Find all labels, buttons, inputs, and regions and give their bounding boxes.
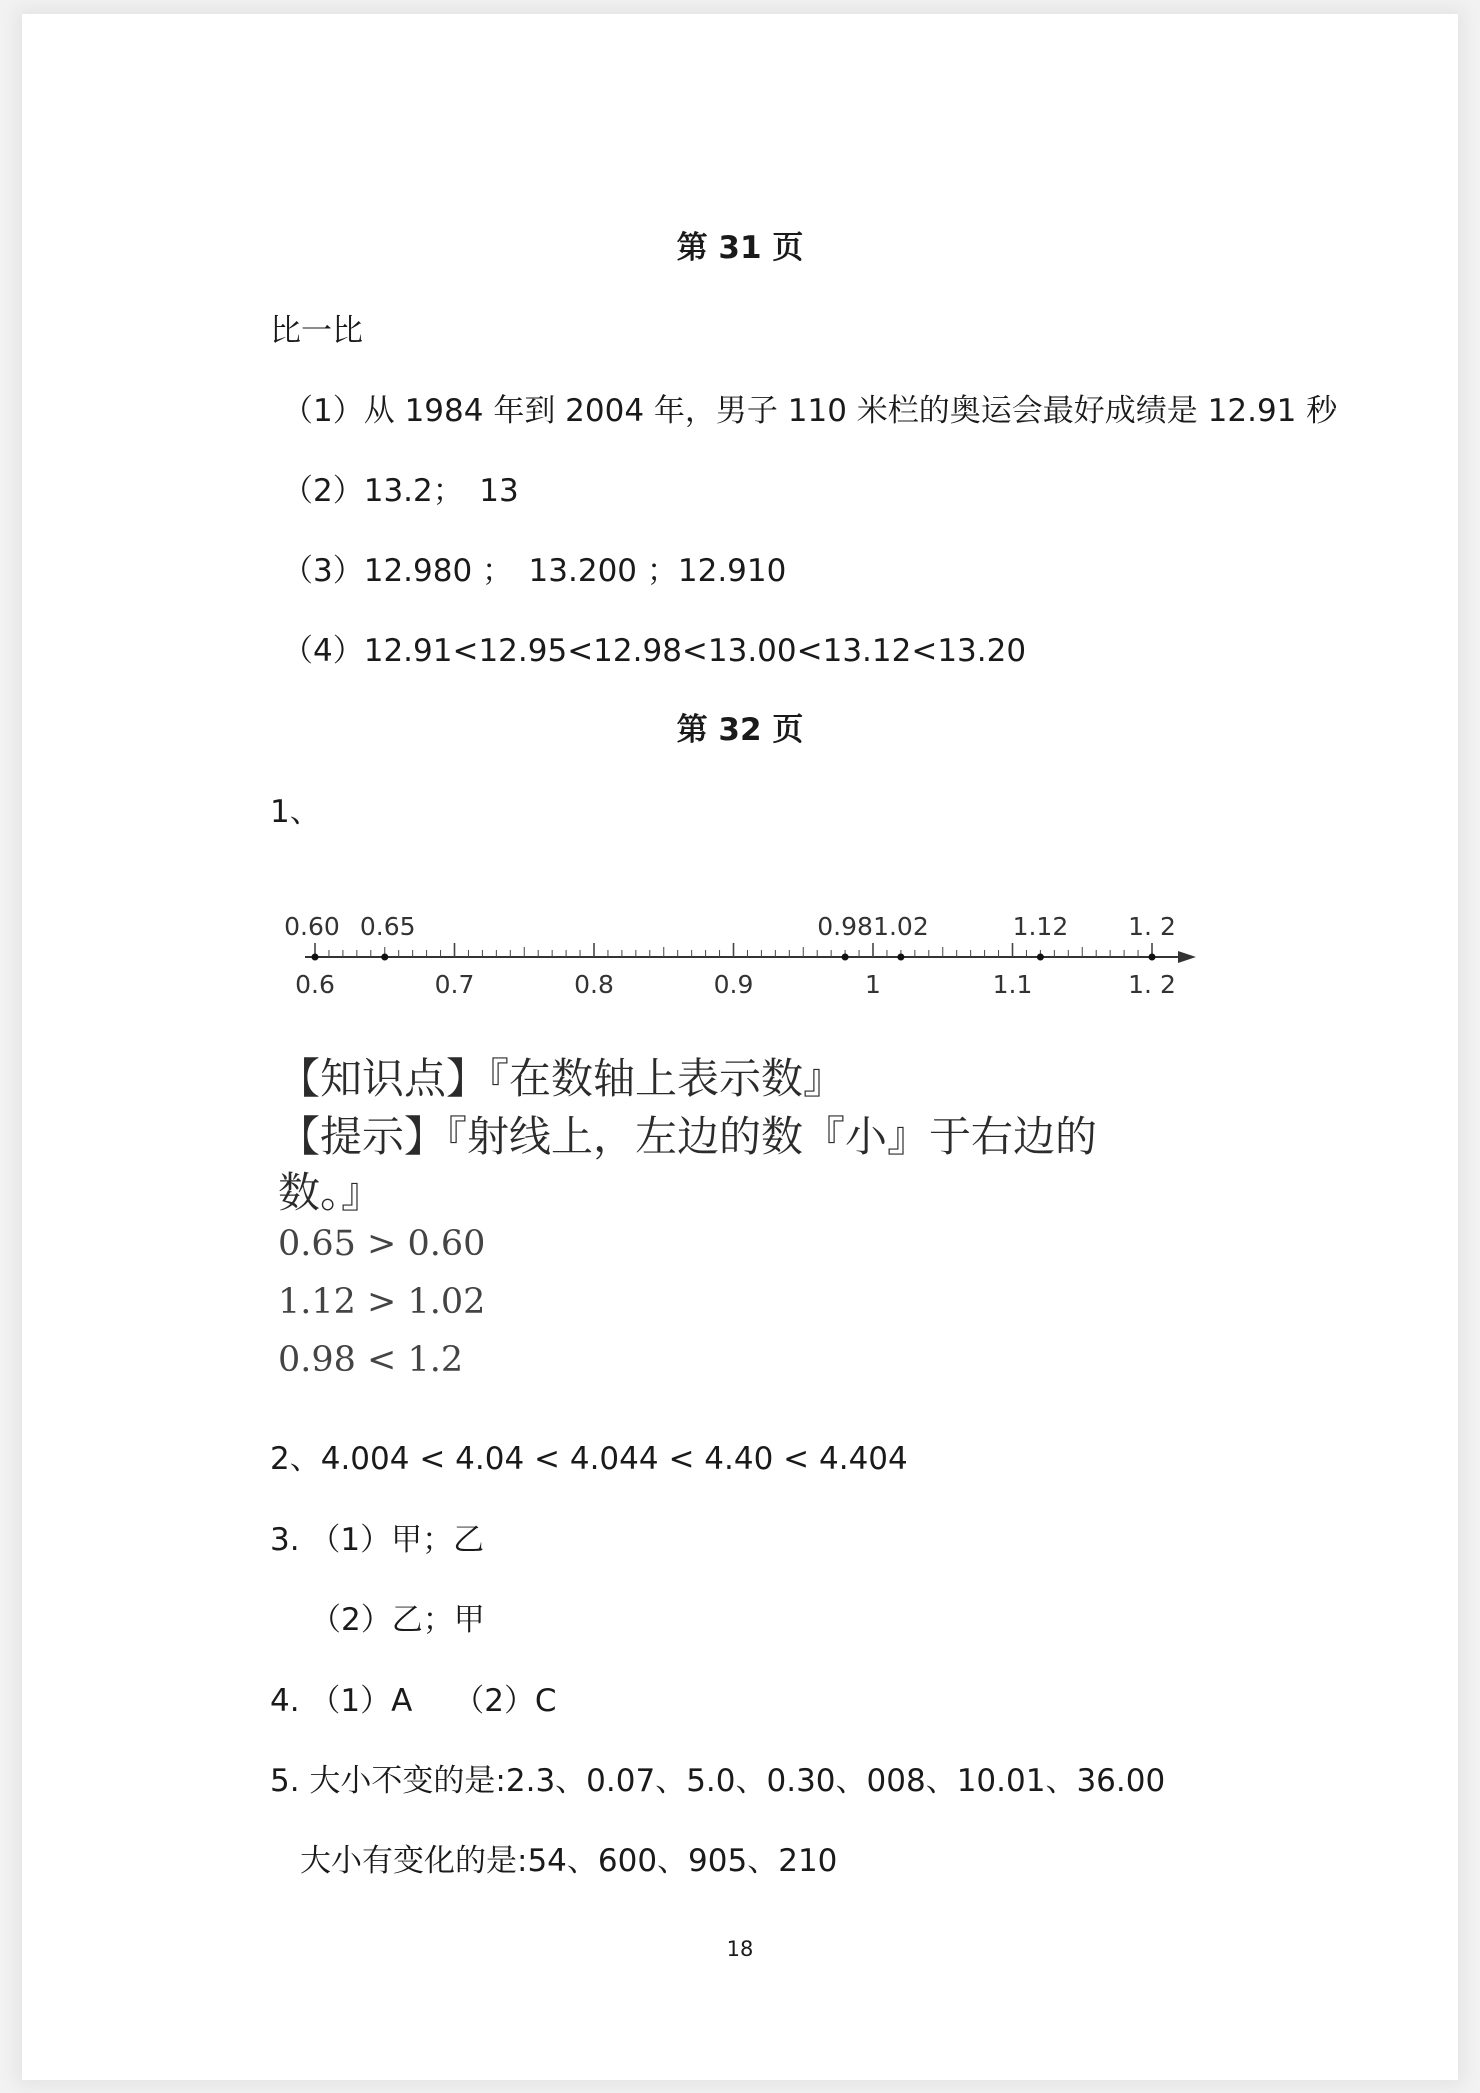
question-1-label: 1、	[270, 794, 321, 830]
number-line-tick-label: 1.1	[992, 970, 1033, 999]
question-5-answer-1: 5. 大小不变的是:2.3、0.07、5.0、0.30、008、10.01、36.00	[270, 1763, 1166, 1799]
number-line-tick-label: 1	[865, 970, 881, 999]
answer-item-2: （2）13.2； 13	[282, 473, 519, 509]
number-line-point-label: 0.98	[817, 912, 873, 941]
page-number: 18	[726, 1937, 754, 1961]
number-line-point	[897, 954, 904, 961]
number-line-point-label: 0.65	[359, 912, 416, 941]
question-2-answer: 2、4.004 < 4.04 < 4.044 < 4.40 < 4.404	[270, 1441, 908, 1477]
answer-item-4: （4）12.91<12.95<12.98<13.00<13.12<13.20	[282, 633, 1027, 669]
answer-item-3: （3）12.980 ； 13.200 ；12.910	[282, 553, 787, 589]
answer-item-1: （1）从 1984 年到 2004 年，男子 110 米栏的奥运会最好成绩是 12.91 秒	[282, 393, 1338, 429]
number-line-point-label: 1. 2	[1128, 912, 1176, 941]
page-31-heading: 第 31 页	[676, 230, 804, 266]
number-line-point	[381, 954, 388, 961]
question-4-answer: 4. （1）A （2）C	[270, 1683, 557, 1719]
number-line-tick-label: 0.6	[295, 970, 335, 999]
number-line-tick-label: 0.9	[713, 970, 754, 999]
number-line-arrow	[1178, 951, 1196, 963]
knowledge-point: 【知识点】『在数轴上表示数』	[278, 1054, 846, 1103]
comparison-3: 0.98 < 1.2	[278, 1340, 464, 1380]
question-3-answer-2: （2）乙；甲	[310, 1602, 485, 1638]
number-line-point-label: 1.02	[873, 912, 929, 941]
question-3-answer-1: 3. （1）甲；乙	[270, 1522, 485, 1558]
section-title-compare: 比一比	[270, 313, 363, 349]
number-line-tick-label: 1. 2	[1128, 970, 1176, 999]
number-line-point-label: 1.12	[1012, 912, 1069, 941]
comparison-2: 1.12 > 1.02	[278, 1282, 486, 1322]
number-line-tick-label: 0.8	[574, 970, 614, 999]
question-5-answer-2: 大小有变化的是:54、600、905、210	[300, 1843, 838, 1879]
number-line-point	[842, 954, 849, 961]
comparison-1: 0.65 > 0.60	[278, 1224, 486, 1264]
number-line-point	[1149, 954, 1156, 961]
hint-line-2: 数。』	[278, 1168, 384, 1217]
number-line-figure	[270, 895, 1200, 1005]
number-line-point	[1037, 954, 1044, 961]
hint-line-1: 【提示】『射线上，左边的数『小』于右边的	[278, 1112, 1098, 1161]
page-32-heading: 第 32 页	[676, 712, 804, 748]
number-line-tick-label: 0.7	[434, 970, 475, 999]
number-line-point-label: 0.60	[284, 912, 340, 941]
number-line-point	[312, 954, 319, 961]
